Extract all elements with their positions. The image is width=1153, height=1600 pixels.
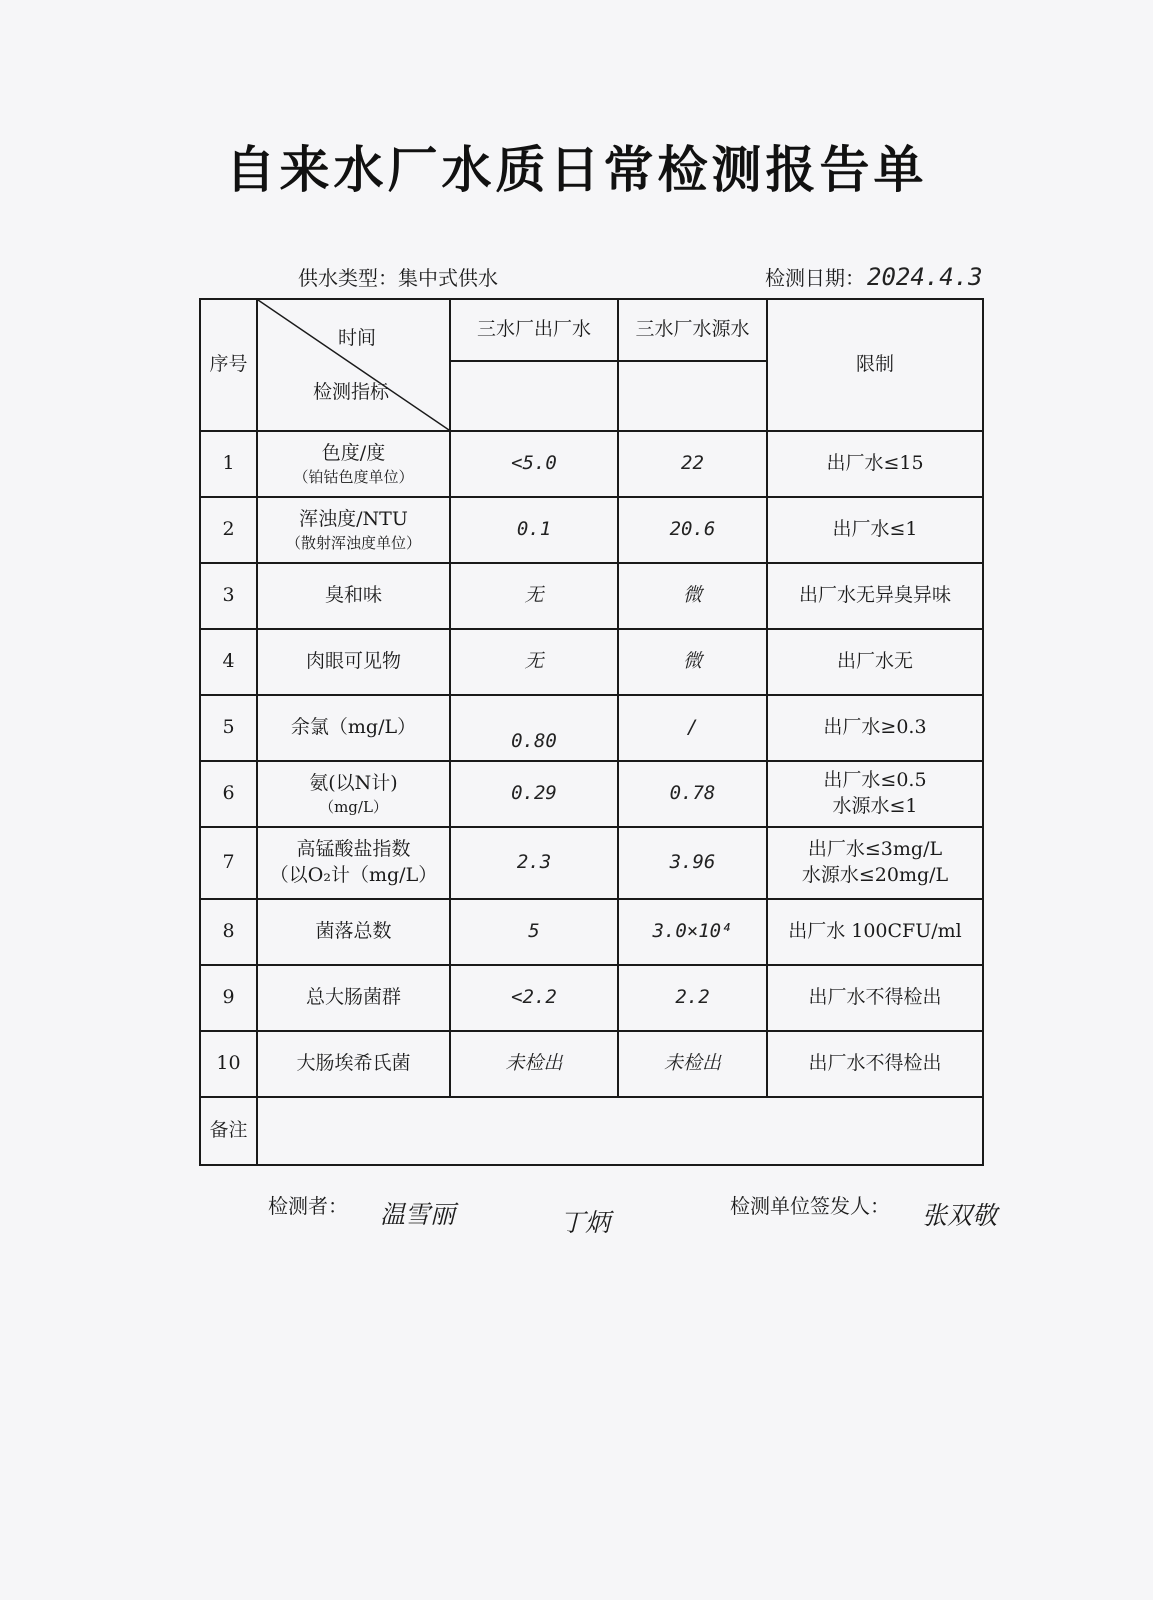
row-indicator bbox=[257, 965, 450, 1031]
tester-signature-1: 温雪丽 bbox=[380, 1200, 456, 1229]
indicator-name: 色度/度 bbox=[321, 442, 386, 465]
tester-signature-2: 丁炳 bbox=[560, 1208, 611, 1237]
value-finished-water: <2.2 bbox=[450, 965, 618, 1031]
table-row bbox=[200, 761, 983, 827]
remarks-value bbox=[257, 1097, 983, 1165]
row-indicator bbox=[257, 827, 450, 899]
row-limit bbox=[767, 695, 983, 761]
table-row bbox=[200, 563, 983, 629]
value-finished-water: 无 bbox=[450, 563, 618, 629]
row-number: 5 bbox=[200, 695, 257, 761]
indicator-unit: （以O₂计（mg/L） bbox=[269, 864, 438, 886]
limit-line-1: 出厂水≤3mg/L bbox=[807, 838, 943, 861]
indicator-name: 氨(以N计) bbox=[309, 772, 398, 795]
indicator-name: 菌落总数 bbox=[315, 920, 392, 943]
table-row bbox=[200, 497, 983, 563]
row-number: 4 bbox=[200, 629, 257, 695]
table-row bbox=[200, 965, 983, 1031]
table-row bbox=[200, 695, 983, 761]
indicator-name: 余氯（mg/L） bbox=[290, 716, 417, 739]
row-limit bbox=[767, 899, 983, 965]
test-date-value: 2024.4.3 bbox=[867, 263, 983, 291]
indicator-name: 高锰酸盐指数 bbox=[296, 838, 411, 861]
diagonal-line bbox=[258, 300, 449, 430]
row-limit bbox=[767, 431, 983, 497]
row-indicator bbox=[257, 431, 450, 497]
value-finished-water: 5 bbox=[450, 899, 618, 965]
value-source-water: 3.0×10⁴ bbox=[618, 899, 767, 965]
limit-line-1: 出厂水≥0.3 bbox=[823, 716, 927, 739]
table-row bbox=[200, 629, 983, 695]
value-finished-water: 2.3 bbox=[450, 827, 618, 899]
header-col2: 三水厂水源水 bbox=[618, 299, 767, 361]
header-col1-blank bbox=[450, 361, 618, 431]
header-indicator: 检测指标 bbox=[313, 381, 390, 403]
value-finished-water bbox=[450, 695, 618, 761]
row-limit bbox=[767, 563, 983, 629]
value-source-water: 3.96 bbox=[618, 827, 767, 899]
value-finished-water: 未检出 bbox=[450, 1031, 618, 1097]
row-number: 2 bbox=[200, 497, 257, 563]
row-indicator bbox=[257, 629, 450, 695]
row-indicator bbox=[257, 497, 450, 563]
row-limit bbox=[767, 629, 983, 695]
header-limit: 限制 bbox=[767, 299, 983, 431]
indicator-name: 浑浊度/NTU bbox=[299, 508, 408, 531]
value-source-water: 未检出 bbox=[618, 1031, 767, 1097]
value-source-water: / bbox=[618, 695, 767, 761]
row-indicator bbox=[257, 761, 450, 827]
issuer-signature: 张双敬 bbox=[922, 1201, 998, 1230]
row-number: 9 bbox=[200, 965, 257, 1031]
row-limit bbox=[767, 827, 983, 899]
test-date-label: 检测日期： bbox=[765, 266, 865, 290]
indicator-name: 臭和味 bbox=[324, 584, 382, 607]
table-row bbox=[200, 827, 983, 899]
indicator-name: 大肠埃希氏菌 bbox=[296, 1052, 411, 1075]
limit-line-1: 出厂水不得检出 bbox=[808, 986, 942, 1009]
value-text: 0.80 bbox=[511, 730, 557, 753]
supply-type: 供水类型：集中式供水 bbox=[298, 266, 498, 290]
test-date bbox=[765, 262, 983, 291]
issuer-label: 检测单位签发人： bbox=[730, 1194, 890, 1218]
limit-line-1: 出厂水≤1 bbox=[832, 518, 918, 541]
value-finished-water: 0.1 bbox=[450, 497, 618, 563]
report-table bbox=[199, 298, 984, 1166]
row-number: 1 bbox=[200, 431, 257, 497]
limit-line-2: 水源水≤20mg/L bbox=[801, 864, 949, 886]
indicator-unit: （铂钴色度单位） bbox=[293, 467, 414, 486]
value-finished-water: 0.29 bbox=[450, 761, 618, 827]
value-source-water: 2.2 bbox=[618, 965, 767, 1031]
document-title: 自来水厂水质日常检测报告单 bbox=[225, 141, 928, 199]
row-indicator bbox=[257, 563, 450, 629]
table-row bbox=[200, 899, 983, 965]
header-seq: 序号 bbox=[200, 299, 257, 431]
value-source-water: 微 bbox=[618, 563, 767, 629]
row-limit bbox=[767, 497, 983, 563]
header-col2-blank bbox=[618, 361, 767, 431]
limit-line-2: 水源水≤1 bbox=[832, 795, 918, 817]
indicator-name: 肉眼可见物 bbox=[305, 650, 401, 673]
indicator-name: 总大肠菌群 bbox=[305, 986, 401, 1009]
remarks-label: 备注 bbox=[200, 1097, 257, 1165]
header-row bbox=[200, 299, 983, 361]
row-limit bbox=[767, 965, 983, 1031]
value-source-water: 20.6 bbox=[618, 497, 767, 563]
value-source-water: 0.78 bbox=[618, 761, 767, 827]
limit-line-1: 出厂水≤0.5 bbox=[823, 769, 927, 792]
row-number: 6 bbox=[200, 761, 257, 827]
indicator-unit: （散射浑浊度单位） bbox=[285, 533, 421, 552]
limit-line-1: 出厂水≤15 bbox=[826, 452, 924, 475]
row-number: 7 bbox=[200, 827, 257, 899]
row-indicator bbox=[257, 1031, 450, 1097]
indicator-unit: （mg/L） bbox=[319, 797, 388, 816]
limit-line-1: 出厂水 100CFU/ml bbox=[788, 920, 962, 943]
remarks-row bbox=[200, 1097, 983, 1165]
tester-label: 检测者： bbox=[268, 1194, 348, 1218]
value-source-water: 微 bbox=[618, 629, 767, 695]
header-col1: 三水厂出厂水 bbox=[450, 299, 618, 361]
row-indicator bbox=[257, 899, 450, 965]
value-source-water: 22 bbox=[618, 431, 767, 497]
value-finished-water: <5.0 bbox=[450, 431, 618, 497]
limit-line-1: 出厂水不得检出 bbox=[808, 1052, 942, 1075]
row-number: 8 bbox=[200, 899, 257, 965]
limit-line-1: 出厂水无异臭异味 bbox=[798, 584, 951, 607]
table-row bbox=[200, 431, 983, 497]
row-number: 10 bbox=[200, 1031, 257, 1097]
row-indicator bbox=[257, 695, 450, 761]
header-time: 时间 bbox=[338, 327, 377, 349]
limit-line-1: 出厂水无 bbox=[836, 650, 913, 673]
value-finished-water: 无 bbox=[450, 629, 618, 695]
row-number: 3 bbox=[200, 563, 257, 629]
row-limit bbox=[767, 1031, 983, 1097]
table-row bbox=[200, 1031, 983, 1097]
row-limit bbox=[767, 761, 983, 827]
header-indicator-cell bbox=[257, 299, 450, 431]
